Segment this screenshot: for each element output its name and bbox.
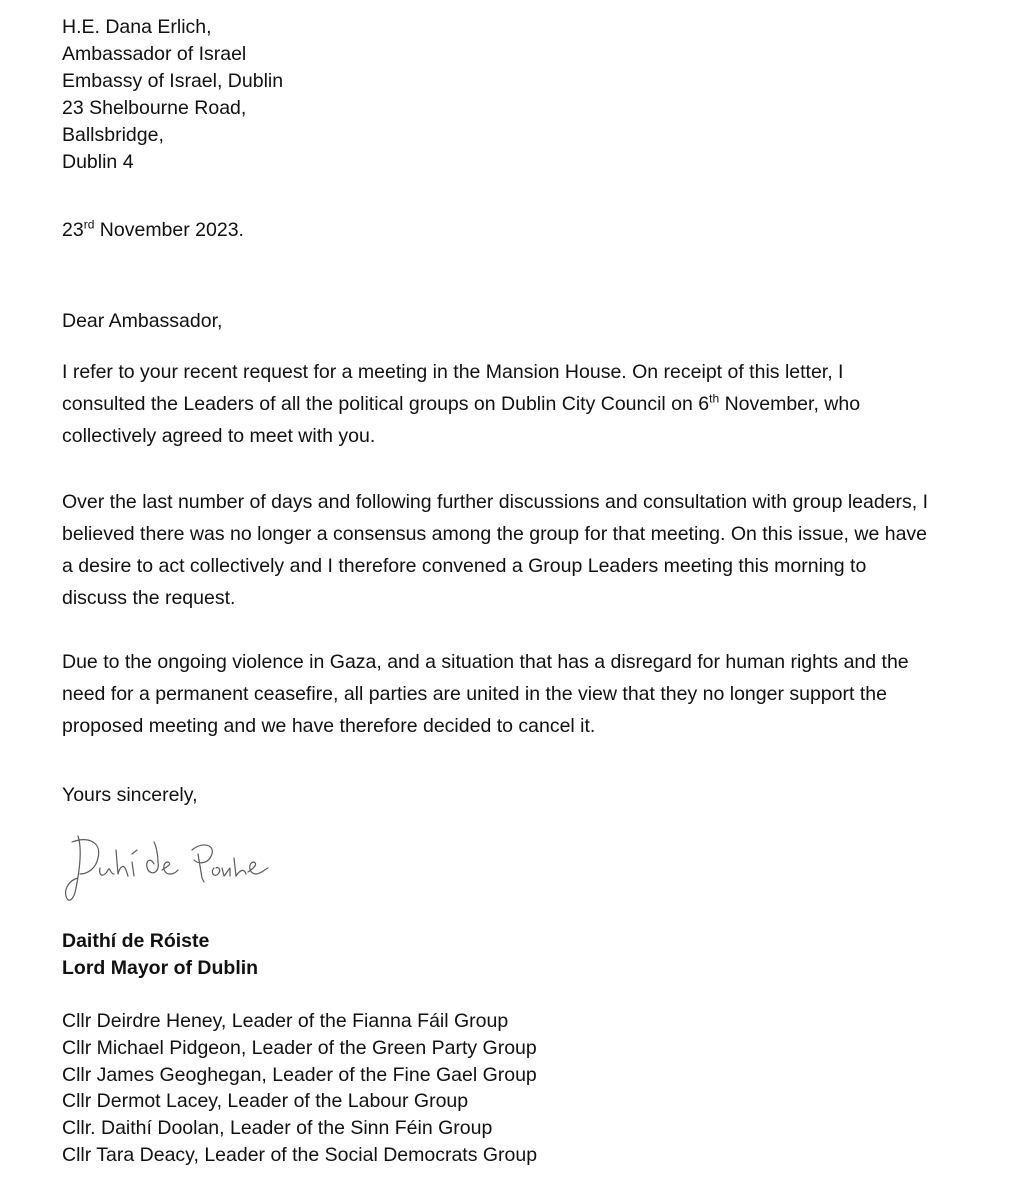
- address-line: Ambassador of Israel: [62, 43, 247, 65]
- line-text: November, who: [719, 393, 861, 415]
- signature-icon: [58, 828, 288, 908]
- paragraph-line: a desire to act collectively and I therefore convened a Group Leaders meeting this morning to: [62, 555, 867, 577]
- paragraph-line: believed there was no longer a consensus among the group for that meeting. On this issue, we have: [62, 523, 928, 545]
- list-item: Cllr Dermot Lacey, Leader of the Labour Group: [62, 1090, 469, 1113]
- line-text: consulted the Leaders of all the political groups on Dublin City Council on 6: [62, 393, 710, 415]
- recipient-address: [62, 14, 283, 176]
- paragraph-line: discuss the request.: [62, 587, 236, 609]
- paragraph-2: [62, 486, 928, 614]
- signatory-block: [62, 928, 258, 982]
- list-item: Cllr Tara Deacy, Leader of the Social Democrats Group: [62, 1143, 538, 1166]
- address-line: Ballsbridge,: [62, 124, 164, 146]
- list-item: Cllr Michael Pidgeon, Leader of the Green Party Group: [62, 1036, 537, 1059]
- list-item: Cllr James Geoghegan, Leader of the Fine Gael Group: [62, 1063, 537, 1086]
- paragraph-line: collectively agreed to meet with you.: [62, 425, 376, 447]
- paragraph-line: Over the last number of days and following further discussions and consultation with group leaders, I: [62, 491, 929, 513]
- paragraph-1: [62, 356, 860, 452]
- signatory-title: Lord Mayor of Dublin: [62, 957, 259, 979]
- signatory-name: Daithí de Róiste: [62, 930, 210, 952]
- date-rest: November 2023.: [94, 219, 244, 241]
- date-day: 23: [62, 219, 84, 241]
- paragraph-3: [62, 646, 909, 742]
- address-line: H.E. Dana Erlich,: [62, 16, 212, 38]
- paragraph-line: Due to the ongoing violence in Gaza, and a situation that has a disregard for human rights and the: [62, 651, 909, 673]
- letter-date: [62, 217, 244, 244]
- paragraph-line: proposed meeting and we have therefore decided to cancel it.: [62, 715, 596, 737]
- paragraph-line: [62, 388, 860, 420]
- date-suffix: rd: [83, 217, 95, 232]
- paragraph-line: I refer to your recent request for a meeting in the Mansion House. On receipt of this letter, I: [62, 361, 844, 383]
- closing-phrase: Yours sincerely,: [62, 784, 198, 806]
- address-line: Dublin 4: [62, 151, 134, 173]
- address-line: 23 Shelbourne Road,: [62, 97, 247, 119]
- list-item: Cllr. Daithí Doolan, Leader of the Sinn Féin Group: [62, 1117, 493, 1140]
- list-item: Cllr Deirdre Heney, Leader of the Fianna Fáil Group: [62, 1010, 509, 1032]
- address-line: Embassy of Israel, Dublin: [62, 70, 284, 92]
- paragraph-line: need for a permanent ceasefire, all parties are united in the view that they no longer support the: [62, 683, 887, 705]
- group-leaders-list: [62, 1008, 537, 1169]
- salutation: Dear Ambassador,: [62, 310, 223, 332]
- ordinal-suffix: th: [709, 391, 720, 406]
